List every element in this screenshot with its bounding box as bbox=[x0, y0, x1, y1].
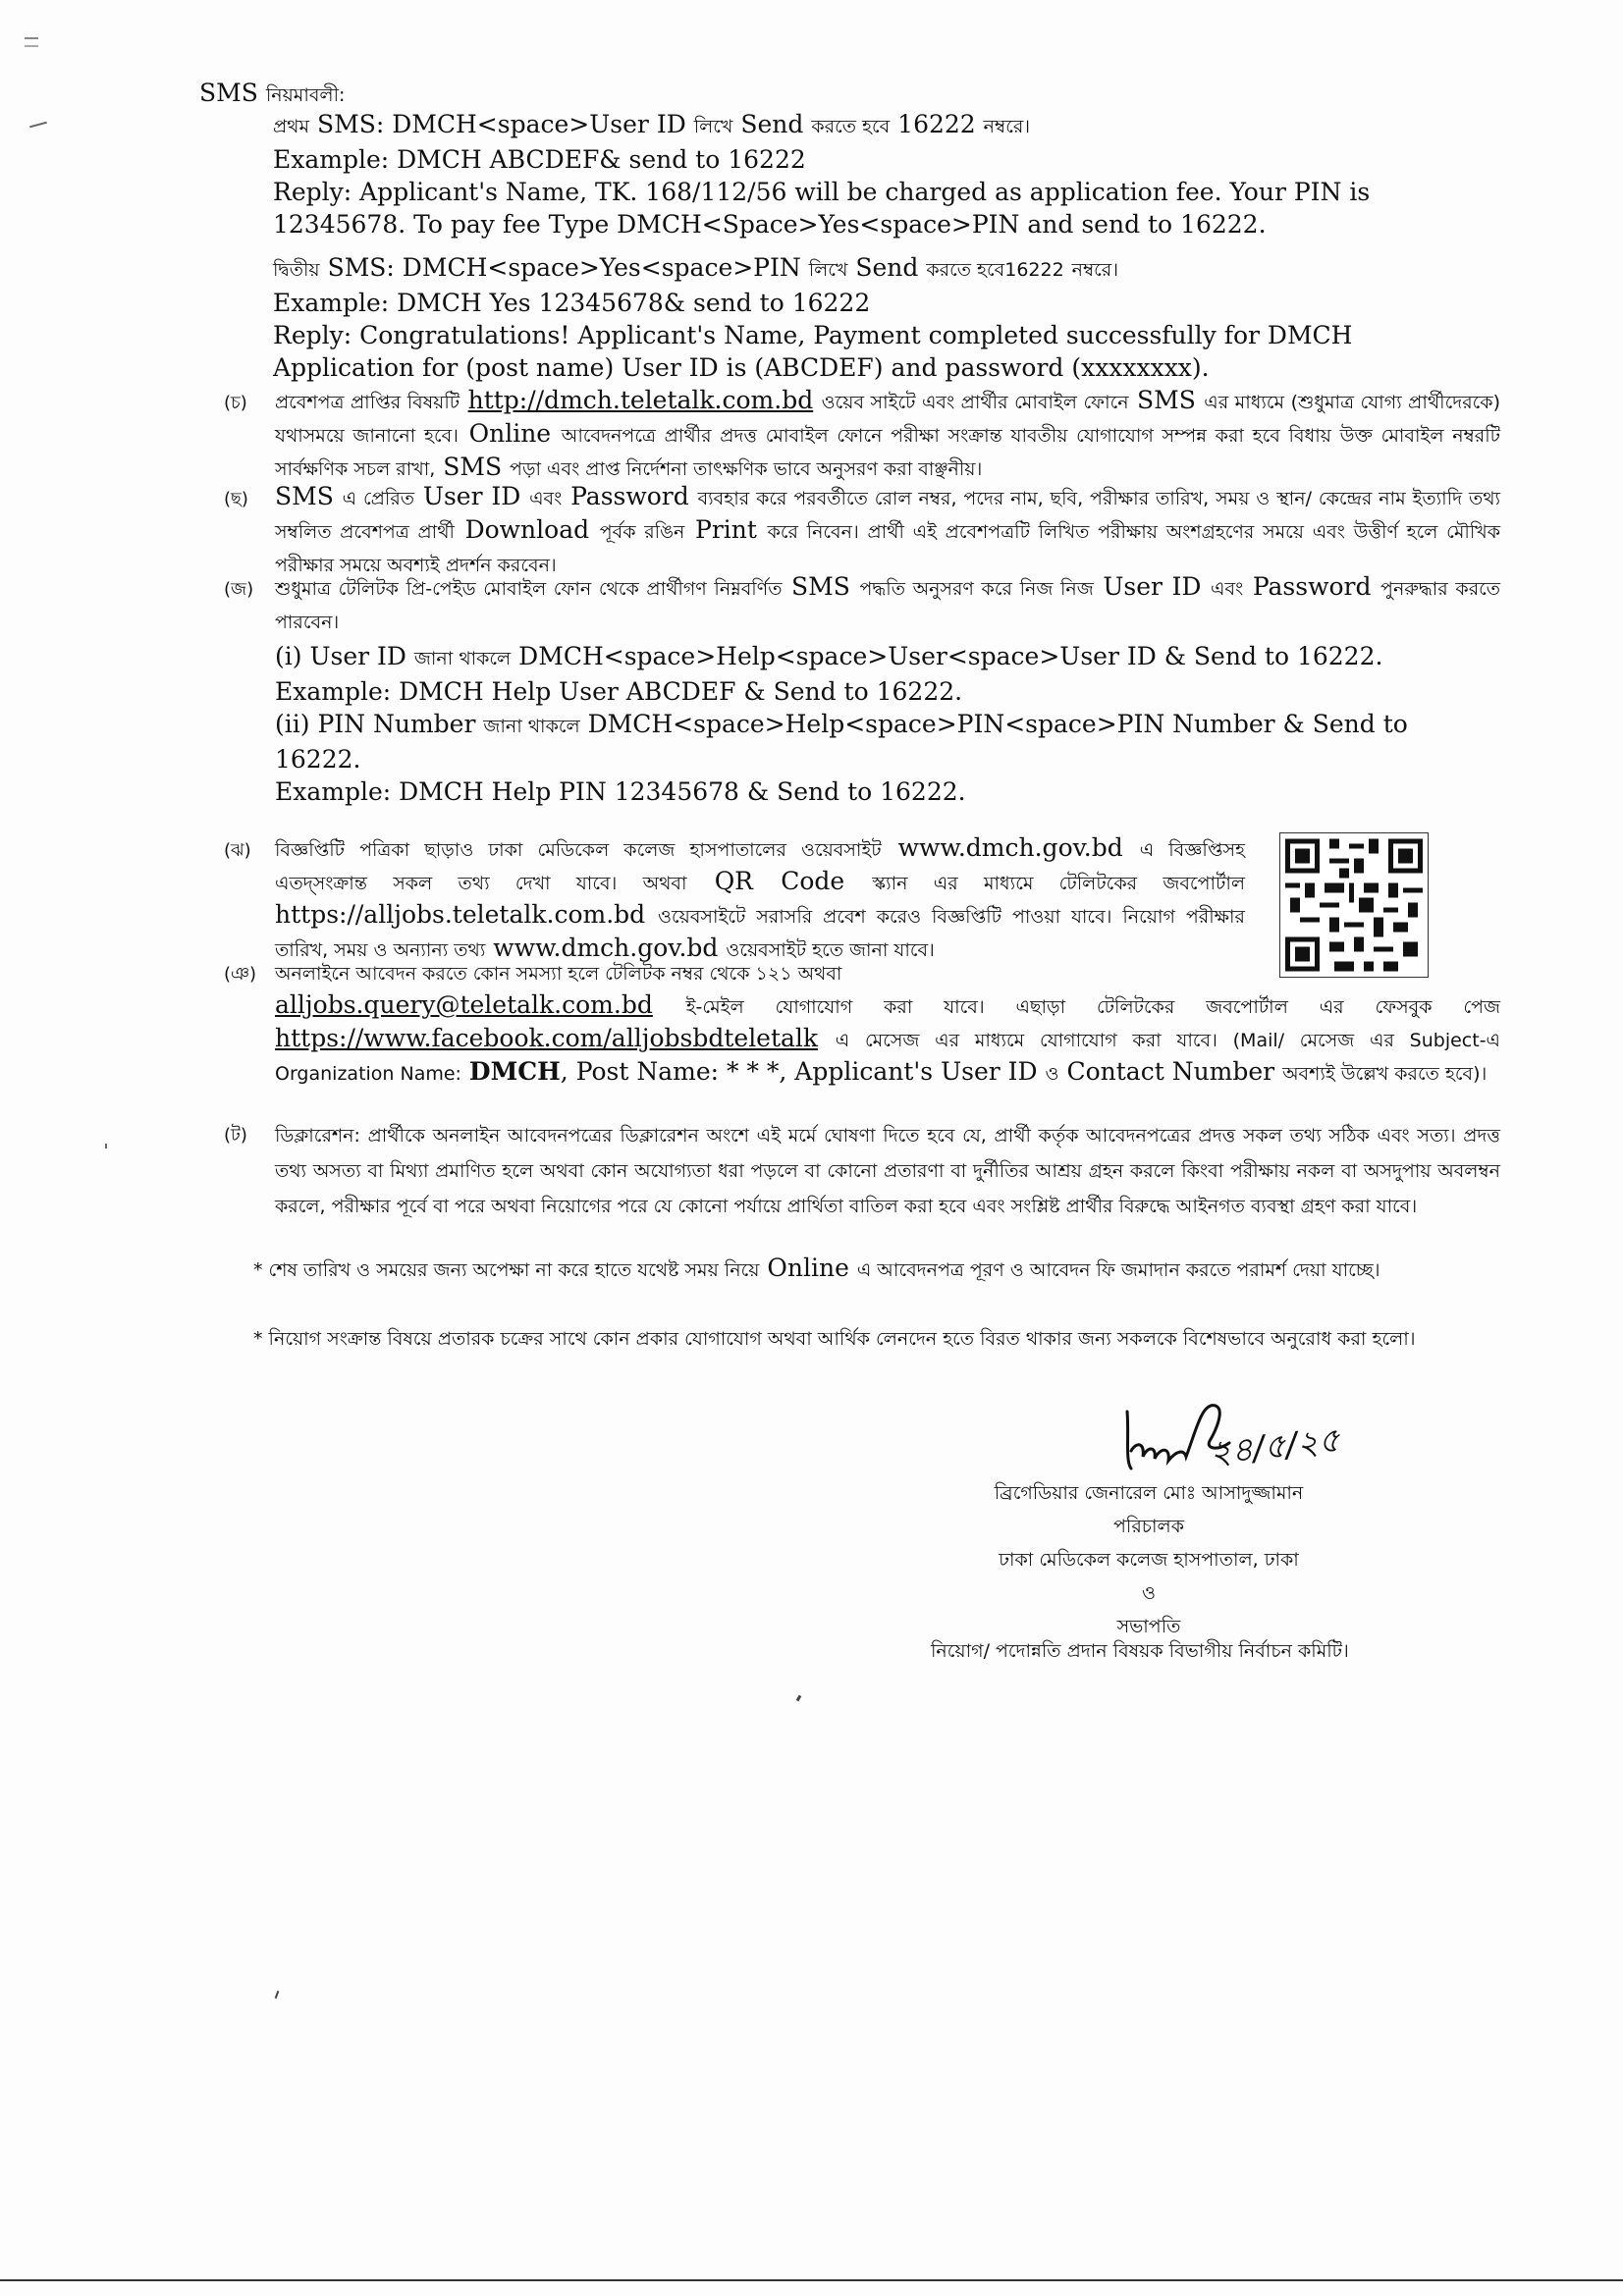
item-jha: (ঝ) বিজ্ঞপ্তিটি পত্রিকা ছাড়াও ঢাকা মেডিকেল কলেজ হাসপাতালের ওয়েবসাইট www.dmch.gov.bd এ বিজ্ঞপ্তিসহ এতদ্সংক্রান্ত সকল তথ্য দেখা যাবে। অথবা QR Code স্ক্যান এর মাধ্যমে টেলিটকের জবপোর্টাল https://alljobs.teletalk.com.bd ওয়েবসাইটে সরাসরি প্রবেশ করেও বিজ্ঞপ্তিটি পাওয়া যাবে। নিয়োগ পরীক্ষার তারিখ, সময় ও অন্যান্য তথ্য www.dmch.gov.bd ওয়েবসাইট হতে জানা যাবে। bbox=[224, 833, 1245, 962]
signatory-title: পরিচালক bbox=[1113, 1516, 1184, 1537]
scan-speck bbox=[105, 1144, 107, 1148]
recover-pin: (ii) PIN Number জানা থাকলে DMCH<space>Help<space>PIN<space>PIN Number & Send to bbox=[275, 710, 1408, 738]
item-ta: (ট) ডিক্লারেশন: প্রার্থীকে অনলাইন আবেদনপত্রের ডিক্লারেশন অংশে এই মর্মে ঘোষণা দিতে হবে যে, প্রার্থী কর্তৃক আবেদনপত্রের প্রদত্ত সকল তথ্য সঠিক এবং সত্য। প্রদত্ত তথ্য অসত্য বা মিথ্যা প্রমাণিত হলে অথবা কোন অযোগ্যতা ধরা পড়লে বা কোনো প্রতারণা বা দুর্নীতির আশ্রয় গ্রহন করলে কিংবা পরীক্ষায় নকল বা অসদুপায় অবলম্বন করলে, পরীক্ষার পূর্বে বা পরে অথবা নিয়োগের পরে যে কোনো পর্যায়ে প্রার্থিতা বাতিল করা হবে এবং সংশ্লিষ্ট প্রার্থীর বিরুদ্ধে আইনগত ব্যবস্থা গ্রহণ করা যাবে। bbox=[224, 1117, 1500, 1223]
facebook-page-link[interactable]: https://www.facebook.com/alljobsbdteletalk bbox=[275, 1024, 819, 1052]
first-sms-block bbox=[273, 108, 1495, 240]
first-sms-instruction: প্রথম SMS: DMCH<space>User ID লিখে Send করতে হবে 16222 নম্বরে। bbox=[273, 110, 1031, 138]
signatory-name: ব্রিগেডিয়ার জেনারেল মোঃ আসাদুজ্জামান bbox=[994, 1482, 1304, 1504]
alljobs-query-email-link[interactable]: alljobs.query@teletalk.com.bd bbox=[275, 990, 653, 1019]
item-label: (ছ) bbox=[224, 489, 248, 509]
recover-user-id-example: Example: DMCH Help User ABCDEF & Send to 16222. bbox=[275, 677, 963, 706]
second-sms-example: Example: DMCH Yes 12345678& send to 16222 bbox=[273, 289, 871, 317]
item-label: (চ) bbox=[224, 393, 247, 413]
signature-date: ২৪/৫/২৫ bbox=[1208, 1420, 1342, 1473]
second-sms-reply-cont: Application for (post name) User ID is (ABCDEF) and password (xxxxxxxx). bbox=[273, 353, 1210, 382]
signatory-and: ও bbox=[1142, 1582, 1156, 1604]
signatory-committee-title: সভাপতি bbox=[1116, 1616, 1181, 1637]
recover-pin-example: Example: DMCH Help PIN 12345678 & Send to 16222. bbox=[275, 777, 966, 806]
item-cha: (চ) প্রবেশপত্র প্রাপ্তির বিষয়টি http://dmch.teletalk.com.bd ওয়েব সাইটে এবং প্রার্থীর মোবাইল ফোনে SMS এর মাধ্যমে (শুধুমাত্র যোগ্য প্রার্থীদেরকে) যথাসময়ে জানানো হবে। Online আবেদনপত্রে প্রার্থীর প্রদত্ত মোবাইল ফোনে পরীক্ষা সংক্রান্ত যাবতীয় যোগাযোগ সম্পন্ন করা হবে বিধায় উক্ত মোবাইল নম্বরটি সার্বক্ষণিক সচল রাখা, SMS পড়া এবং প্রাপ্ত নির্দেশনা তাৎক্ষণিক ভাবে অনুসরণ করা বাঞ্ছনীয়। bbox=[224, 386, 1501, 481]
scan-edge bbox=[0, 2279, 1623, 2281]
first-sms-example: Example: DMCH ABCDEF& send to 16222 bbox=[273, 145, 806, 174]
item-ja: (জ) শুধুমাত্র টেলিটক প্রি-পেইড মোবাইল ফোন থেকে প্রার্থীগণ নিম্নবর্ণিত SMS পদ্ধতি অনুসরণ করে নিজ নিজ User ID এবং Password পুনরুদ্ধার করতে পারবেন। (i) User ID জানা থাকলে DMCH<space>Help<space>User<space>User ID & Send to 16222. Example: DMCH Help User ABCDEF & Send to 16222. (ii) PIN Number জানা থাকলে DMCH<space>Help<space>PIN<space>PIN Number & Send to 16222. Example: DMCH Help PIN 12345678 & Send to 16222. bbox=[224, 572, 1501, 806]
note-deadline: * শেষ তারিখ ও সময়ের জন্য অপেক্ষা না করে হাতে যথেষ্ট সময় নিয়ে Online এ আবেদনপত্র পূরণ ও আবেদন ফি জমাদান করতে পরামর্শ দেয়া যাচ্ছে। bbox=[253, 1254, 1380, 1282]
scan-mark bbox=[29, 122, 47, 129]
committee-name: নিয়োগ/ পদোন্নতি প্রদান বিষয়ক বিভাগীয় নির্বাচন কমিটি। bbox=[931, 1640, 1349, 1662]
second-sms-instruction: দ্বিতীয় SMS: DMCH<space>Yes<space>PIN লিখে Send করতে হবে16222 নম্বরে। bbox=[273, 253, 1119, 282]
sms-rules-heading: SMS নিয়মাবলী: bbox=[199, 79, 346, 107]
dmch-teletalk-link[interactable]: http://dmch.teletalk.com.bd bbox=[467, 386, 814, 414]
scan-speck bbox=[796, 1695, 802, 1702]
item-label: (ট) bbox=[224, 1125, 247, 1146]
scan-speck bbox=[275, 1991, 280, 1999]
signatory-block bbox=[903, 1476, 1394, 1643]
first-sms-reply: Reply: Applicant's Name, TK. 168/112/56 will be charged as application fee. Your PIN is bbox=[273, 178, 1371, 206]
item-label: (ঝ) bbox=[224, 840, 251, 861]
item-chha: (ছ) SMS এ প্রেরিত User ID এবং Password ব্যবহার করে পরবর্তীতে রোল নম্বর, পদের নাম, ছবি, পরীক্ষার তারিখ, সময় ও স্থান/ কেন্দ্রের নাম ইত্যাদি তথ্য সম্বলিত প্রবেশপত্র প্রার্থী Download পূর্বক রঙিন Print করে নিবেন। প্রার্থী এই প্রবেশপত্রটি লিখিত পরীক্ষায় অংশগ্রহণের সময়ে এবং উত্তীর্ণ হলে মৌখিক পরীক্ষার সময়ে অবশ্যই প্রদর্শন করবেন। bbox=[224, 482, 1501, 576]
item-nya: (ঞ) অনলাইনে আবেদন করতে কোন সমস্যা হলে টেলিটক নম্বর থেকে ১২১ অথবা alljobs.query@teletalk.com.bd ই-মেইল যোগাযোগ করা যাবে। এছাড়া টেলিটকের জবপোর্টাল এর ফেসবুক পেজ https://www.facebook.com/alljobsbdteletalk এ মেসেজ এর মাধ্যমে যোগাযোগ করা যাবে। (Mail/ মেসেজ এর Subject-এ Organization Name: DMCH, Post Name: * * *, Applicant's User ID ও Contact Number অবশ্যই উল্লেখ করতে হবে)। bbox=[224, 956, 1500, 1090]
note-fraud-warning: * নিয়োগ সংক্রান্ত বিষয়ে প্রতারক চক্রের সাথে কোন প্রকার যোগাযোগ অথবা আর্থিক লেনদেন হতে বিরত থাকার জন্য সকলকে বিশেষভাবে অনুরোধ করা হলো। bbox=[253, 1328, 1416, 1350]
first-sms-reply-cont: 12345678. To pay fee Type DMCH<Space>Yes<space>PIN and send to 16222. bbox=[273, 210, 1267, 239]
item-label: (ঞ) bbox=[224, 964, 257, 985]
scan-mark bbox=[25, 37, 38, 47]
recover-user-id: (i) User ID জানা থাকলে DMCH<space>Help<space>User<space>User ID & Send to 16222. bbox=[275, 642, 1383, 670]
second-sms-reply: Reply: Congratulations! Applicant's Name, Payment completed successfully for DMCH bbox=[273, 321, 1353, 349]
item-label: (জ) bbox=[224, 579, 254, 600]
second-sms-block bbox=[273, 251, 1495, 384]
signatory-organization: ঢাকা মেডিকেল কলেজ হাসপাতাল, ঢাকা bbox=[999, 1549, 1299, 1571]
